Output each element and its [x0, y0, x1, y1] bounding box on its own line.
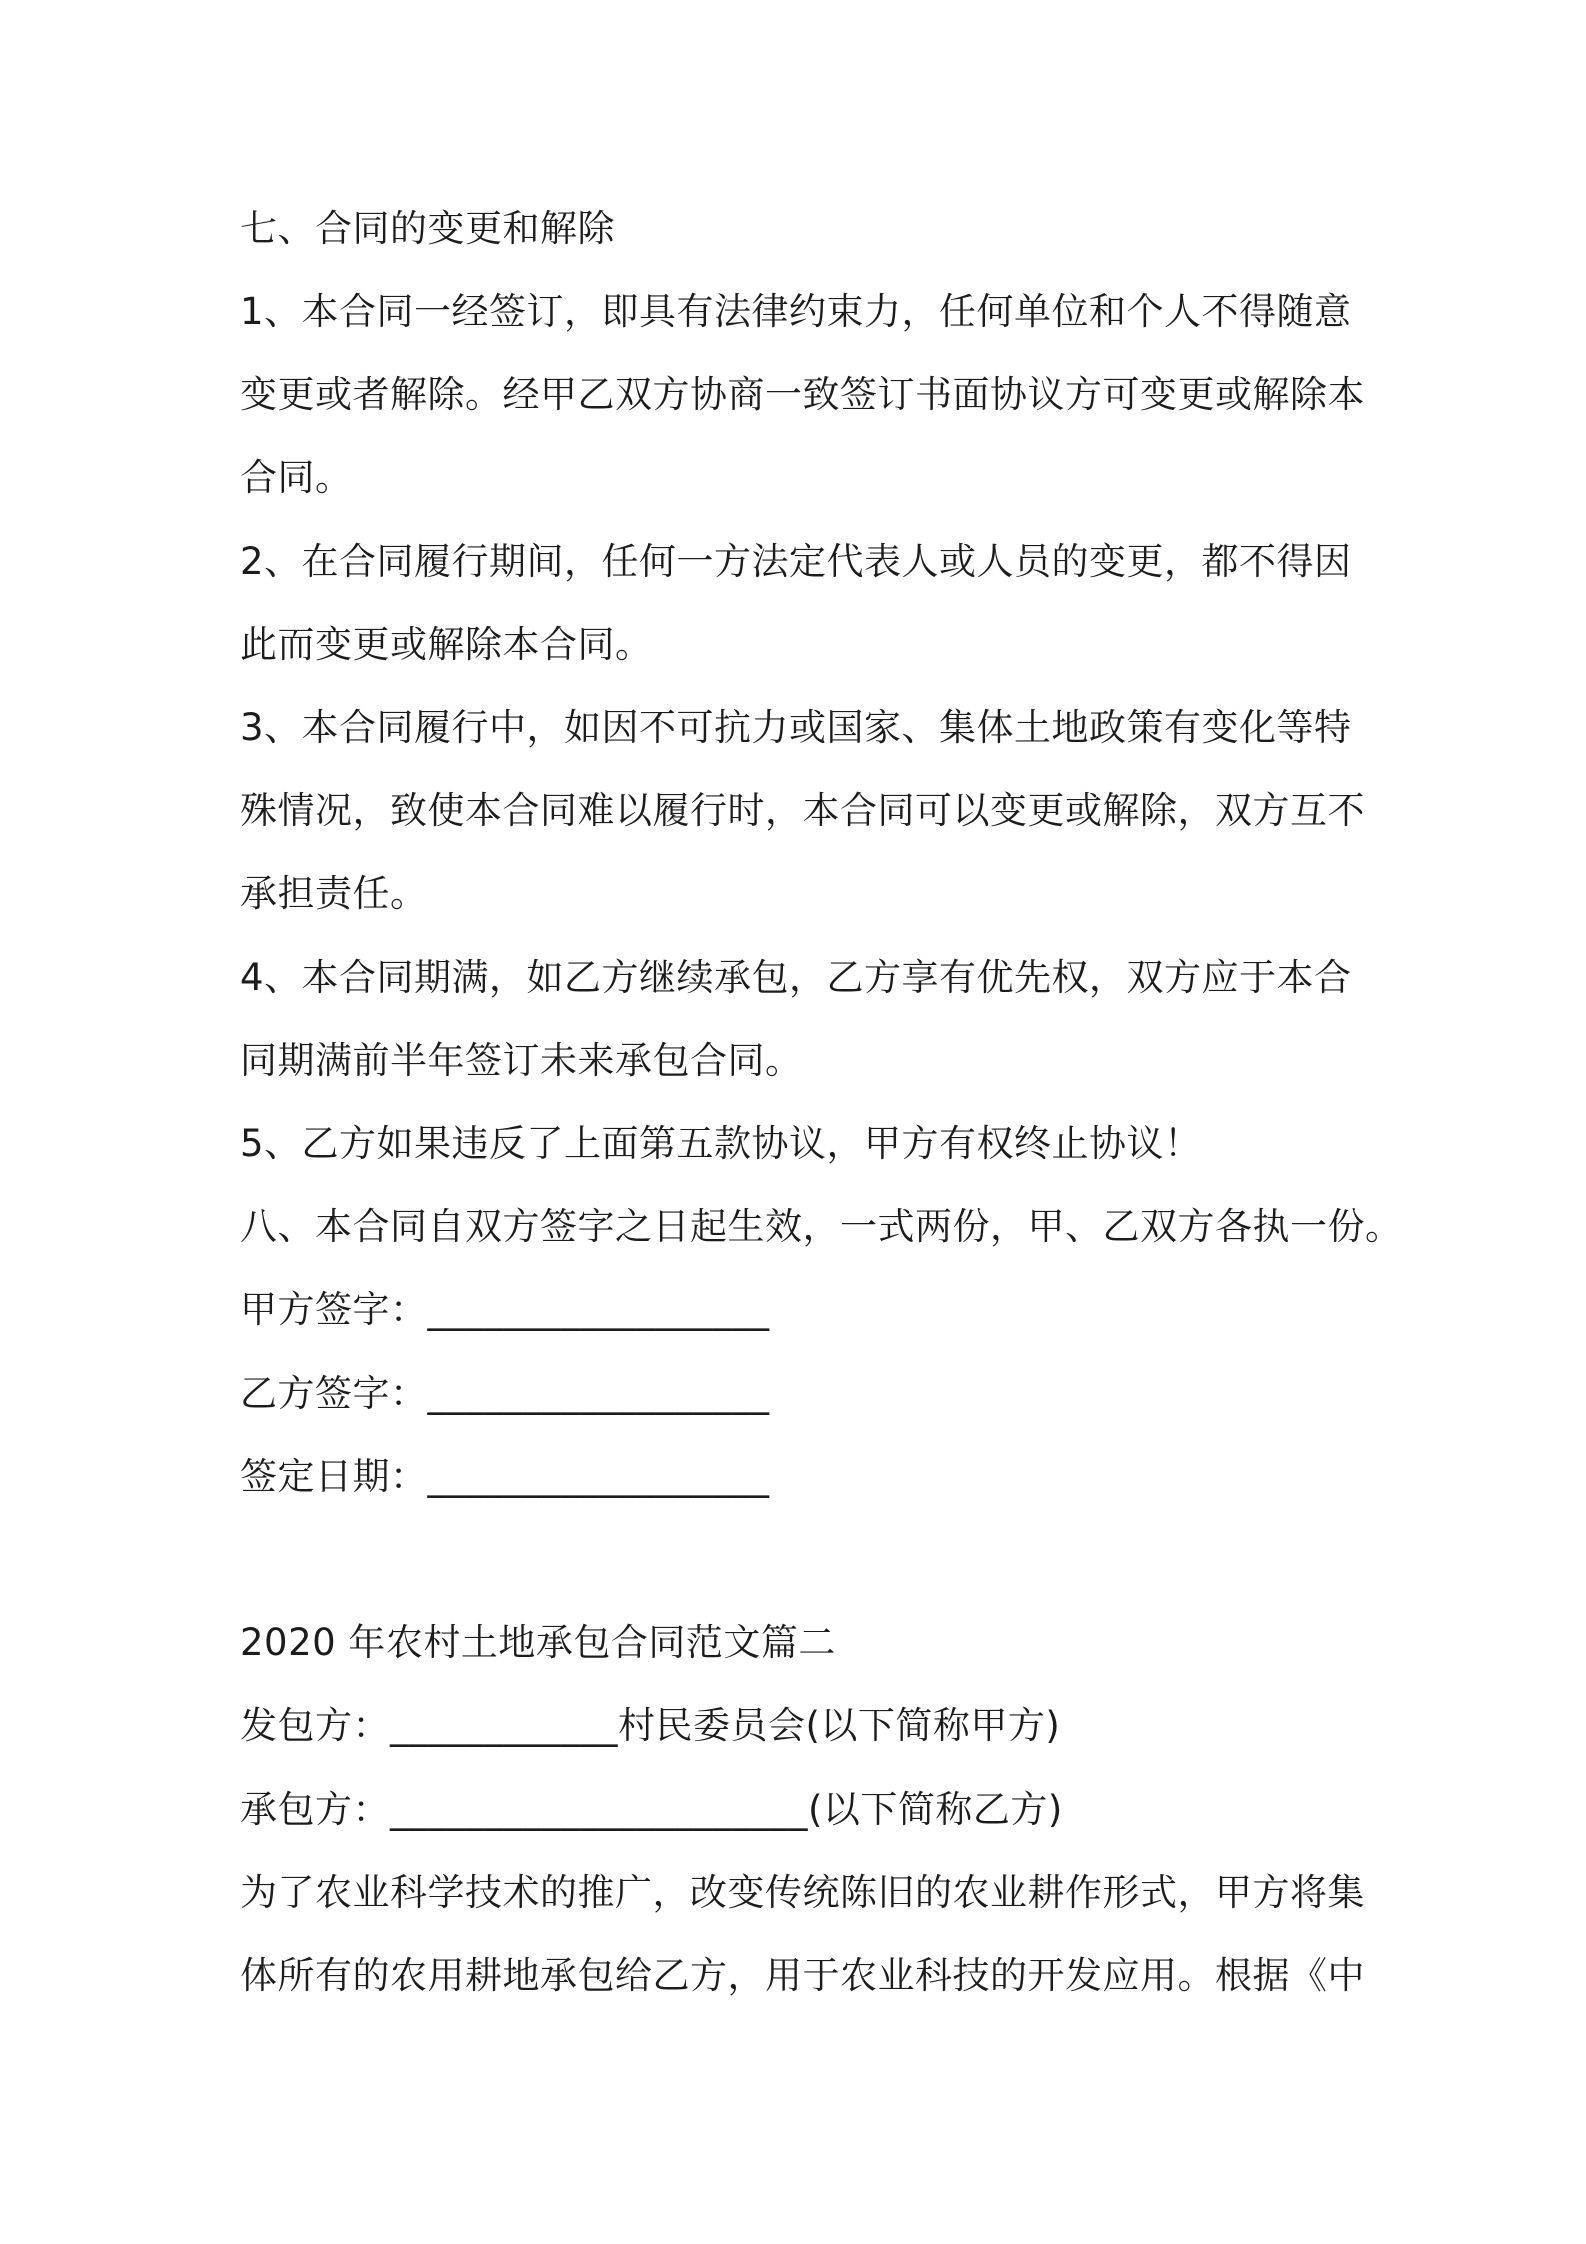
clause-2-line-2: 此而变更或解除本合同。 [240, 623, 653, 666]
party-b-signature: 乙方签字：__________________ [240, 1372, 770, 1415]
clause-1-line-2: 变更或者解除。经甲乙双方协商一致签订书面协议方可变更或解除本 [240, 373, 1365, 416]
contractor-line: 发包方：____________村民委员会(以下简称甲方) [240, 1704, 1061, 1747]
preamble-line-1: 为了农业科学技术的推广，改变传统陈旧的农业耕作形式，甲方将集 [240, 1871, 1365, 1914]
clause-4-line-2: 同期满前半年签订未来承包合同。 [240, 1039, 803, 1082]
preamble-line-2: 体所有的农用耕地承包给乙方，用于农业科技的开发应用。根据《中 [240, 1954, 1365, 1997]
signing-date: 签定日期：__________________ [240, 1455, 770, 1498]
clause-3-line-1: 3、本合同履行中，如因不可抗力或国家、集体土地政策有变化等特 [240, 706, 1352, 749]
section-7-heading: 七、合同的变更和解除 [240, 207, 615, 250]
contractee-line: 承包方：______________________(以下简称乙方) [240, 1788, 1063, 1831]
clause-5: 5、乙方如果违反了上面第五款协议，甲方有权终止协议！ [240, 1122, 1202, 1165]
clause-4-line-1: 4、本合同期满，如乙方继续承包，乙方享有优先权，双方应于本合 [240, 956, 1352, 999]
clause-3-line-3: 承担责任。 [240, 872, 428, 915]
section-8: 八、本合同自双方签字之日起生效，一式两份，甲、乙双方各执一份。 [240, 1205, 1403, 1248]
clause-1-line-1: 1、本合同一经签订，即具有法律约束力，任何单位和个人不得随意 [240, 290, 1352, 333]
party-a-signature: 甲方签字：__________________ [240, 1288, 770, 1331]
clause-1-line-3: 合同。 [240, 456, 353, 499]
clause-3-line-2: 殊情况，致使本合同难以履行时，本合同可以变更或解除，双方互不 [240, 789, 1365, 832]
second-contract-title: 2020 年农村土地承包合同范文篇二 [240, 1621, 836, 1664]
clause-2-line-1: 2、在合同履行期间，任何一方法定代表人或人员的变更，都不得因 [240, 540, 1352, 583]
